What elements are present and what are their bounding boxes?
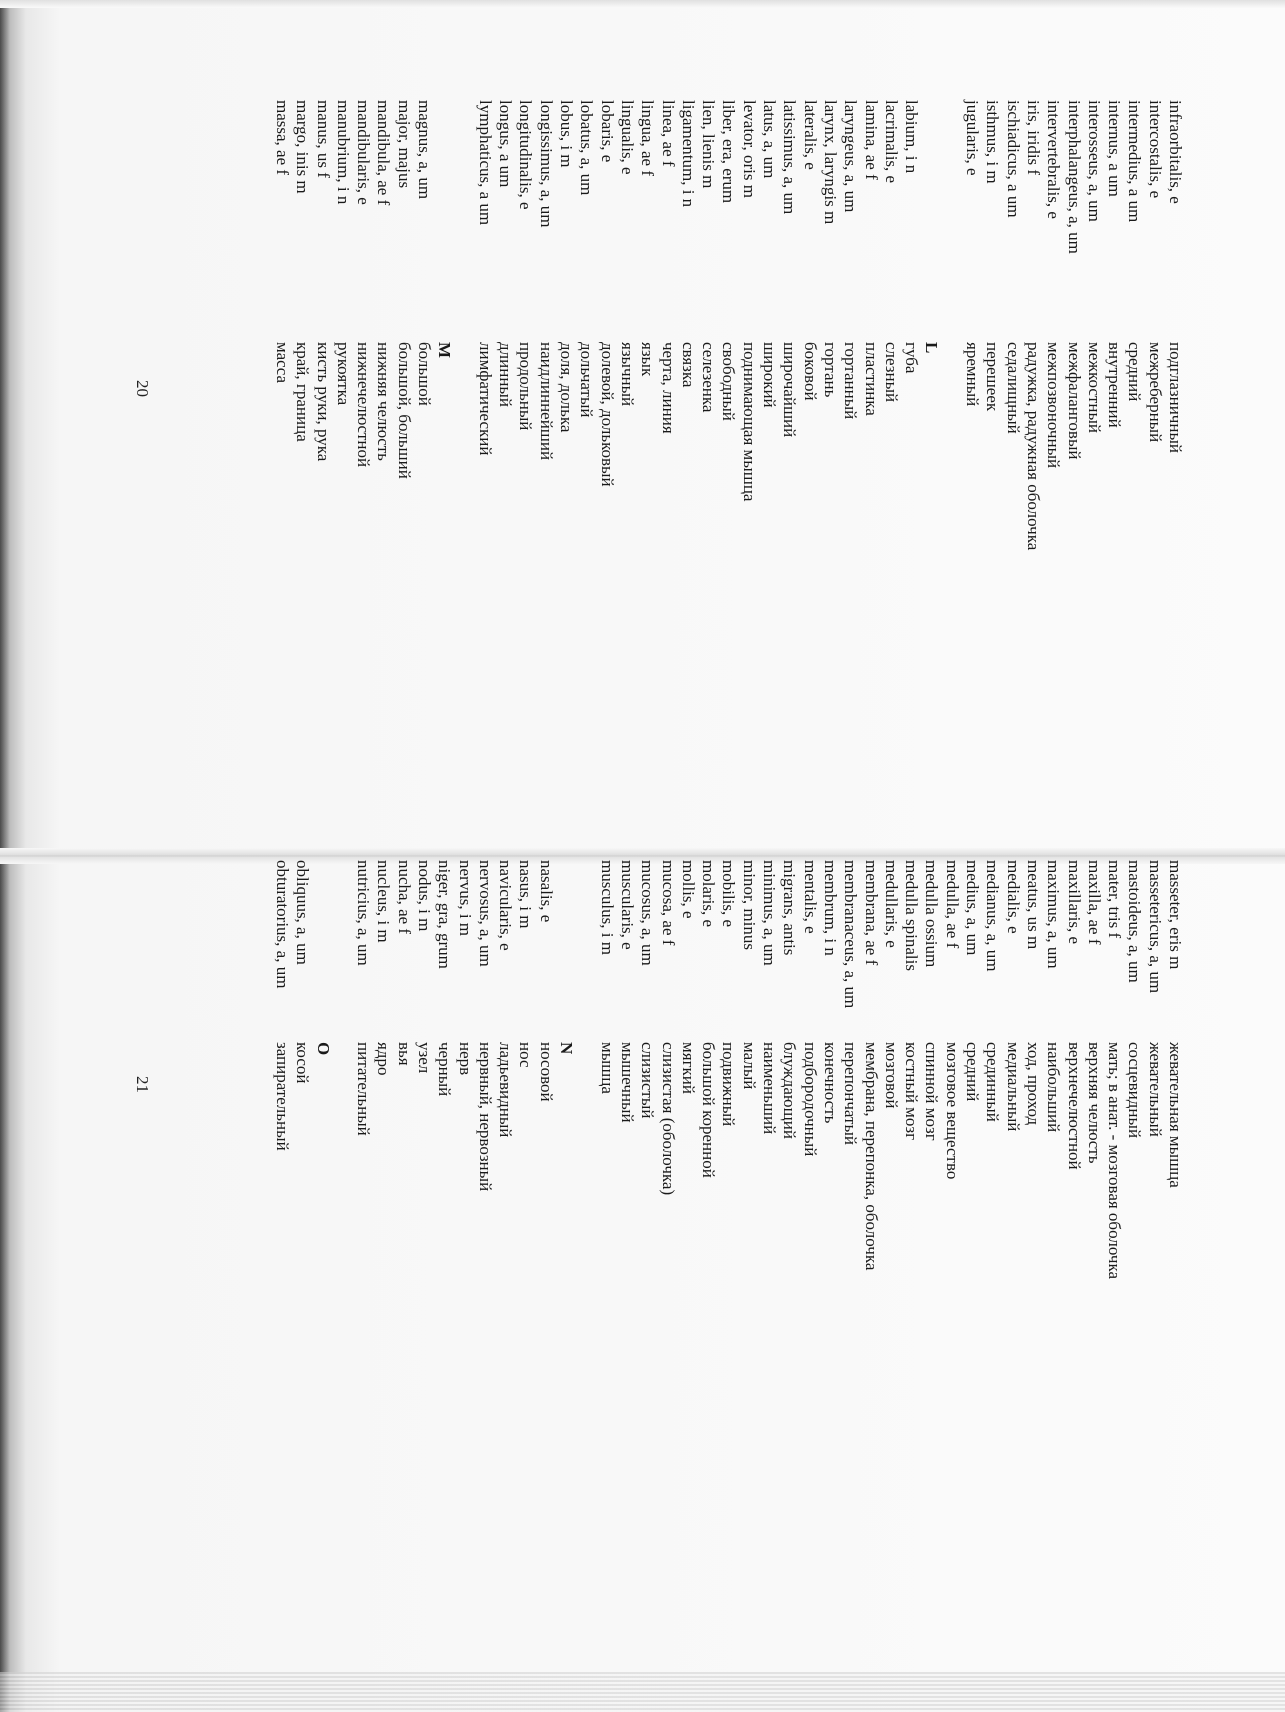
latin-term: navicularis, e bbox=[496, 860, 516, 951]
latin-term: intermedius, a um bbox=[1125, 100, 1145, 223]
latin-term: migrans, antis bbox=[780, 860, 800, 956]
russian-translation: черта, линия bbox=[658, 342, 678, 434]
russian-translation: нижнечелюстной bbox=[354, 342, 374, 468]
russian-translation: лимфатический bbox=[475, 342, 495, 456]
russian-translation bbox=[576, 1042, 596, 1342]
russian-translation: доля, долька bbox=[557, 342, 577, 433]
latin-term: medulla spinalis bbox=[902, 860, 922, 971]
russian-translation: масса bbox=[272, 342, 292, 384]
latin-term: magnus, a, um bbox=[415, 100, 435, 200]
russian-translation: спинной мозг bbox=[922, 1042, 942, 1141]
latin-term bbox=[941, 100, 961, 340]
russian-translation: слезный bbox=[881, 342, 901, 403]
russian-translation: кисть руки, рука bbox=[313, 342, 333, 462]
latin-term: maxillaris, e bbox=[1064, 860, 1084, 945]
russian-translation: яремный bbox=[963, 342, 983, 407]
russian-translation: нос bbox=[516, 1042, 536, 1068]
russian-translation: межкостный bbox=[1084, 342, 1104, 433]
russian-translation: связка bbox=[678, 342, 698, 388]
russian-translation: мозговое вещество bbox=[942, 1042, 962, 1180]
latin-term: ligamentum, i n bbox=[678, 100, 698, 208]
russian-translation: медиальный bbox=[1003, 1042, 1023, 1132]
latin-term: laryngeus, a, um bbox=[841, 100, 861, 213]
russian-translation: дольчатый bbox=[577, 342, 597, 418]
russian-translation: большой bbox=[415, 342, 435, 406]
russian-translation: средний bbox=[963, 1042, 983, 1102]
russian-translation: внутренний bbox=[1105, 342, 1125, 428]
latin-term: mastoideus, a, um bbox=[1125, 860, 1145, 983]
russian-translation: селезенка bbox=[699, 342, 719, 413]
latin-term: iris, iridis f bbox=[1023, 100, 1043, 176]
latin-term: musculus, i m bbox=[597, 860, 617, 955]
latin-term: membrana, ae f bbox=[861, 860, 881, 966]
latin-term: liber, era, erum bbox=[719, 100, 739, 204]
section-letter: N bbox=[557, 1042, 577, 1055]
russian-translation: мозговой bbox=[881, 1042, 901, 1109]
latin-term: mentalis, e bbox=[800, 860, 820, 934]
russian-translation: широчайший bbox=[780, 342, 800, 438]
russian-translation: мягкий bbox=[678, 1042, 698, 1095]
latin-term: linea, ae f bbox=[658, 100, 678, 167]
russian-translation: седалищный bbox=[1003, 342, 1023, 434]
latin-term: interosseus, a, um bbox=[1084, 100, 1104, 222]
latin-term bbox=[434, 100, 454, 340]
latin-term bbox=[921, 100, 941, 340]
russian-translation: вья bbox=[394, 1042, 414, 1066]
russian-translation: перешеек bbox=[983, 342, 1003, 412]
russian-translation: ладьевидный bbox=[496, 1042, 516, 1138]
latin-term: minor, minus bbox=[739, 860, 759, 950]
russian-translation: подглазничный bbox=[1166, 342, 1185, 453]
latin-term: medialis, e bbox=[1003, 860, 1023, 934]
russian-translation: костный мозг bbox=[902, 1042, 922, 1141]
russian-translation: большой коренной bbox=[699, 1042, 719, 1178]
russian-translation: средний bbox=[1125, 342, 1145, 402]
russian-translation: косой bbox=[293, 1042, 313, 1084]
page-21 bbox=[0, 860, 1285, 1698]
latin-term: membrum, i n bbox=[820, 860, 840, 956]
russian-translation: жевательная мышца bbox=[1166, 1042, 1185, 1188]
latin-term: mucosa, ae f bbox=[658, 860, 678, 946]
latin-term: muscularis, e bbox=[617, 860, 637, 950]
latin-term bbox=[454, 100, 474, 340]
russian-translation: запирательный bbox=[272, 1042, 292, 1151]
latin-term: massa, ae f bbox=[272, 100, 292, 176]
russian-translation: боковой bbox=[800, 342, 820, 401]
section-letter: O bbox=[313, 1042, 333, 1056]
russian-translation: свободный bbox=[719, 342, 739, 421]
latin-term: lobaris, e bbox=[597, 100, 617, 163]
latin-term: maximus, a, um bbox=[1044, 860, 1064, 969]
latin-term: membranaceus, a, um bbox=[841, 860, 861, 1009]
latin-term: nucleus, i m bbox=[374, 860, 394, 943]
russian-translation: конечность bbox=[820, 1042, 840, 1124]
russian-translation: ядро bbox=[374, 1042, 394, 1076]
russian-translation bbox=[941, 342, 961, 642]
latin-term: nervus, i m bbox=[455, 860, 475, 937]
latin-term: lymphaticus, a um bbox=[475, 100, 495, 226]
latin-term: nodus, i m bbox=[415, 860, 435, 932]
russian-translation: рукоятка bbox=[333, 342, 353, 406]
russian-translation: мышечный bbox=[617, 1042, 637, 1123]
russian-translation: язычный bbox=[617, 342, 637, 407]
russian-translation: язык bbox=[638, 342, 658, 377]
latin-term: labium, i n bbox=[902, 100, 922, 174]
latin-term: manus, us f bbox=[313, 100, 333, 178]
latin-term: mandibularis, e bbox=[354, 100, 374, 205]
russian-translation: блуждающий bbox=[780, 1042, 800, 1139]
latin-term: nutricius, a, um bbox=[354, 860, 374, 966]
russian-translation-column bbox=[272, 1042, 1185, 1342]
russian-translation: гортань bbox=[820, 342, 840, 398]
russian-translation: мать; в анат. - мозговая оболочка bbox=[1105, 1042, 1125, 1279]
latin-term: latus, a, um bbox=[760, 100, 780, 179]
russian-translation: долевой, дольковый bbox=[597, 342, 617, 487]
russian-translation: межпозвоночный bbox=[1044, 342, 1064, 469]
latin-term: nasus, i m bbox=[516, 860, 536, 929]
section-letter: M bbox=[435, 342, 455, 359]
russian-translation: питательный bbox=[354, 1042, 374, 1136]
russian-translation: верхняя челюсть bbox=[1084, 1042, 1104, 1164]
russian-translation: мембрана, перепонка, оболочка bbox=[861, 1042, 881, 1271]
latin-term: medianus, a, um bbox=[983, 860, 1003, 972]
russian-translation: гортанный bbox=[841, 342, 861, 420]
latin-term: medius, a, um bbox=[963, 860, 983, 956]
latin-term: larynx, laryngis m bbox=[820, 100, 840, 225]
russian-translation: радужка, радужная оболочка bbox=[1023, 342, 1043, 551]
latin-term: intercostalis, e bbox=[1145, 100, 1165, 199]
latin-term: infraorbitalis, e bbox=[1166, 100, 1185, 204]
latin-term: lingualis, e bbox=[617, 100, 637, 175]
latin-term: intervertebralis, e bbox=[1044, 100, 1064, 219]
latin-term: manubrium, i n bbox=[333, 100, 353, 205]
latin-term: mater, tris f bbox=[1105, 860, 1125, 939]
russian-translation: межфаланговый bbox=[1064, 342, 1084, 460]
russian-translation: широкий bbox=[760, 342, 780, 408]
latin-term: mucosus, a, um bbox=[638, 860, 658, 966]
latin-term: mandibula, ae f bbox=[374, 100, 394, 206]
latin-term: obturatorius, a, um bbox=[272, 860, 292, 989]
russian-translation bbox=[454, 342, 474, 642]
russian-translation: мышца bbox=[597, 1042, 617, 1094]
latin-term: ischiadicus, a um bbox=[1003, 100, 1023, 218]
russian-translation: наибольший bbox=[1044, 1042, 1064, 1133]
latin-term: molaris, e bbox=[699, 860, 719, 928]
latin-term: mobilis, e bbox=[719, 860, 739, 928]
latin-term: latissimus, a, um bbox=[780, 100, 800, 215]
latin-term: longissimus, a, um bbox=[536, 100, 556, 228]
latin-term: interphalangeus, a, um bbox=[1064, 100, 1084, 254]
russian-translation: губа bbox=[902, 342, 922, 374]
russian-translation: пластинка bbox=[861, 342, 881, 416]
russian-translation: продольный bbox=[516, 342, 536, 431]
latin-term: maxilla, ae f bbox=[1084, 860, 1104, 945]
latin-term: isthmus, i m bbox=[983, 100, 1003, 184]
russian-translation: подвижный bbox=[719, 1042, 739, 1127]
russian-translation: сосцевидный bbox=[1125, 1042, 1145, 1139]
latin-term: medulla ossium bbox=[922, 860, 942, 968]
russian-translation: наидлиннейший bbox=[536, 342, 556, 461]
latin-term: nervosus, a, um bbox=[475, 860, 495, 967]
russian-translation: наименьший bbox=[760, 1042, 780, 1135]
russian-translation: жевательный bbox=[1145, 1042, 1165, 1137]
russian-translation: слизистый bbox=[638, 1042, 658, 1119]
latin-term: niger, gra, grum bbox=[435, 860, 455, 969]
latin-term: longus, a um bbox=[496, 100, 516, 188]
page-number: 21 bbox=[133, 1076, 152, 1093]
russian-translation: носовой bbox=[536, 1042, 556, 1102]
latin-term: lien, lienis m bbox=[699, 100, 719, 189]
russian-translation: большой, больший bbox=[394, 342, 414, 479]
latin-term: major, majus bbox=[394, 100, 414, 189]
latin-term: nucha, ae f bbox=[394, 860, 414, 935]
russian-translation: ход, проход bbox=[1023, 1042, 1043, 1126]
latin-term-column bbox=[272, 100, 1185, 340]
latin-term: medullaris, e bbox=[881, 860, 901, 948]
russian-translation: узел bbox=[415, 1042, 435, 1074]
latin-term: margo, inis m bbox=[293, 100, 313, 194]
russian-translation-column bbox=[272, 342, 1185, 642]
latin-term: lateralis, e bbox=[800, 100, 820, 170]
russian-translation: малый bbox=[739, 1042, 759, 1090]
latin-term: obliquus, a, um bbox=[293, 860, 313, 965]
russian-translation: межреберный bbox=[1145, 342, 1165, 443]
latin-term: nasalis, e bbox=[536, 860, 556, 923]
russian-translation: верхнечелюстной bbox=[1064, 1042, 1084, 1170]
latin-term: internus, a um bbox=[1105, 100, 1125, 197]
russian-translation: длинный bbox=[496, 342, 516, 407]
russian-translation: поднимающая мышца bbox=[739, 342, 759, 502]
latin-term: minimus, a, um bbox=[760, 860, 780, 966]
latin-term: lobatus, a, um bbox=[577, 100, 597, 196]
section-letter: L bbox=[922, 342, 942, 354]
russian-translation: перепончатый bbox=[841, 1042, 861, 1145]
latin-term: jugularis, e bbox=[963, 100, 983, 176]
latin-term: mollis, e bbox=[678, 860, 698, 919]
page-20 bbox=[0, 20, 1285, 850]
russian-translation: нерв bbox=[455, 1042, 475, 1076]
russian-translation: слизистая (оболочка) bbox=[658, 1042, 678, 1196]
latin-term: medulla, ae f bbox=[942, 860, 962, 949]
latin-term: masseter, eris m bbox=[1166, 860, 1185, 970]
latin-term: meatus, us m bbox=[1023, 860, 1043, 950]
russian-translation: подбородочный bbox=[800, 1042, 820, 1157]
latin-term: lingua, ae f bbox=[638, 100, 658, 176]
russian-translation bbox=[333, 1042, 353, 1342]
latin-term: lobus, i m bbox=[557, 100, 577, 168]
russian-translation: срединный bbox=[983, 1042, 1003, 1122]
russian-translation: черный bbox=[435, 1042, 455, 1097]
latin-term: longitudinalis, e bbox=[516, 100, 536, 210]
russian-translation: нервный, нервозный bbox=[475, 1042, 495, 1192]
latin-term: massetericus, a, um bbox=[1145, 860, 1165, 994]
page-number: 20 bbox=[133, 380, 152, 397]
russian-translation: край, граница bbox=[293, 342, 313, 442]
latin-term: lacrimalis, e bbox=[881, 100, 901, 184]
latin-term: levator, oris m bbox=[739, 100, 759, 198]
latin-term: lamina, ae f bbox=[861, 100, 881, 180]
russian-translation: нижняя челюсть bbox=[374, 342, 394, 461]
